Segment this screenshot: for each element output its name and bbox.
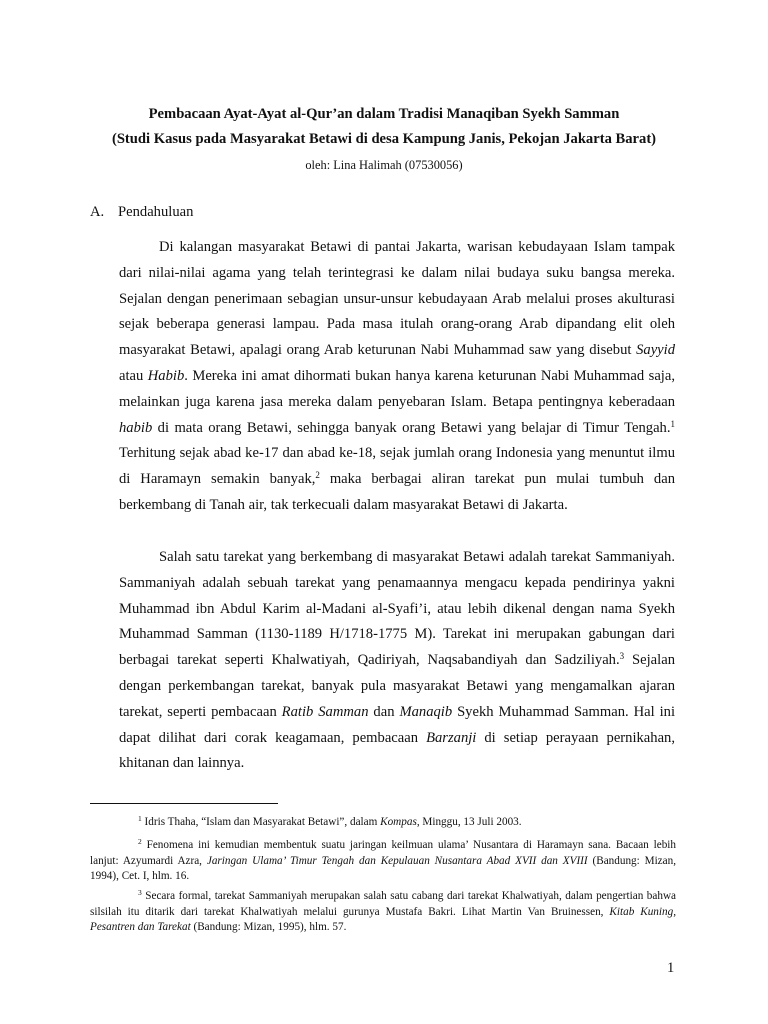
footnote-2 — [90, 838, 676, 885]
p2-text-1: Salah satu tarekat yang berkembang di masyarakat Betawi adalah tarekat Sammaniyah. Sammaniyah adalah sebuah tarekat yang penamaannya mengacu kepada pendirinya yakni Muhammad ibn Abdul Karim al-Madani al-Syafi’i, atau lebih dikenal dengan nama Syekh Muhammad Samman (1130-1189 H/1718-1775 M). Tarekat ini merupakan gabungan dari berbagai tarekat seperti Khalwatiyah, Qadiriyah, Naqsabandiyah dan Sadziliyah. — [119, 549, 675, 669]
p2-text-4: Syekh Muhammad Samman. Hal ini dapat dilihat dari corak keagamaan, pembacaan — [119, 703, 675, 746]
footnote-3-number: 3 — [138, 888, 142, 897]
paper-title: Pembacaan Ayat-Ayat al-Qur’an dalam Tradisi Manaqiban Syekh Samman — [148, 106, 620, 122]
footnote-3 — [90, 889, 676, 936]
footnote-2-source: Jaringan Ulama’ Timur Tengah dan Kepulauan Nusantara Abad XVII dan XVIII — [206, 854, 588, 867]
p1-term-sayyid: Sayyid — [636, 342, 675, 359]
footnote-3-source: Kitab Kuning, Pesantren dan Tarekat — [90, 905, 676, 934]
p1-text-6: maka berbagai aliran tarekat pun mulai tumbuh dan berkembang di Tanah air, tak terkecuali dalam masyarakat Betawi di Jakarta. — [119, 471, 675, 513]
p1-text-4: di mata orang Betawi, sehingga banyak orang Betawi yang belajar di Timur Tengah. — [152, 419, 671, 436]
p2-term-manaqib: Manaqib — [399, 703, 453, 720]
page-number: 1 — [667, 960, 675, 976]
paragraph-2 — [119, 545, 675, 777]
footnote-ref-1[interactable]: 1 — [670, 418, 675, 429]
footnote-2-number: 2 — [138, 837, 142, 846]
footnote-3-text-1: Secara formal, tarekat Sammaniyah merupakan salah satu cabang dari tarekat Khalwatiyah, dalam pengertian bahwa silsilah itu ditarik dari tarekat Khalwatiyah melalui gurunya Mustafa Bakri. Lihat Martin Van Bruinessen, — [90, 890, 676, 918]
footnote-3-text-2: (Bandung: Mizan, 1995), hlm. 57. — [190, 921, 347, 934]
footnote-2-text-2: (Bandung: Mizan, 1994), Cet. I, hlm. 16. — [90, 854, 677, 883]
footnote-2-text-1: Fenomena ini kemudian membentuk suatu jaringan keilmuan ulama’ Nusantara di Haramayn sana. Bacaan lebih lanjut: Azyumardi Azra, — [90, 839, 676, 867]
author-line: oleh: Lina Halimah (07530056) — [305, 158, 463, 172]
p2-text-3: dan — [368, 703, 400, 720]
paper-subtitle: (Studi Kasus pada Masyarakat Betawi di desa Kampung Janis, Pekojan Jakarta Barat) — [111, 131, 657, 147]
footnote-1 — [90, 815, 676, 831]
paragraph-1 — [119, 235, 675, 519]
footnote-1-source: Kompas — [380, 816, 417, 828]
section-heading — [90, 204, 193, 221]
p2-text-5: di setiap perayaan pernikahan, khitanan dan lainnya. — [119, 729, 676, 772]
p1-text-1: Di kalangan masyarakat Betawi di pantai Jakarta, warisan kebudayaan Islam tampak dari nilai-nilai agama yang telah terintegrasi ke dalam nilai budaya suku bangsa mereka. Sejalan dengan penerimaan sebagian unsur-unsur kebudayaan Arab melalui proses akulturasi sejak beberapa generasi lampau. Pada masa itulah orang-orang Arab dipandang elit oleh masyarakat Betawi, apalagi orang Arab keturunan Nabi Muhammad saw yang disebut — [119, 239, 675, 359]
footnote-divider — [90, 803, 278, 804]
p1-text-5: Terhitung sejak abad ke-17 dan abad ke-18, sejak jumlah orang Indonesia yang menuntut ilmu di Haramayn semakin banyak, — [119, 445, 675, 488]
footnote-1-text-1: Idris Thaha, “Islam dan Masyarakat Betawi”, dalam — [141, 816, 381, 828]
p1-term-habib: Habib — [147, 367, 185, 384]
p1-text-3: . Mereka ini amat dihormati bukan hanya karena keturunan Nabi Muhammad saja, melainkan juga karena jasa mereka dalam penyebaran Islam. Betapa pentingnya keberadaan — [119, 367, 675, 410]
p2-term-barzanji: Barzanji — [426, 729, 477, 746]
section-title: Pendahuluan — [118, 204, 194, 220]
section-number: A. — [90, 204, 105, 220]
footnote-1-number: 1 — [138, 814, 142, 823]
p2-text-2: Sejalan dengan perkembangan tarekat, banyak pula masyarakat Betawi yang mengamalkan ajaran tarekat, seperti pembacaan — [119, 652, 675, 720]
p1-text-2: atau — [119, 367, 148, 384]
footnote-ref-2[interactable]: 2 — [315, 470, 320, 481]
p2-term-ratib-samman: Ratib Samman — [281, 703, 369, 720]
footnote-1-text-2: , Minggu, 13 Juli 2003. — [416, 816, 522, 828]
footnote-ref-3[interactable]: 3 — [619, 651, 625, 662]
p1-term-habib-2: habib — [119, 419, 153, 436]
